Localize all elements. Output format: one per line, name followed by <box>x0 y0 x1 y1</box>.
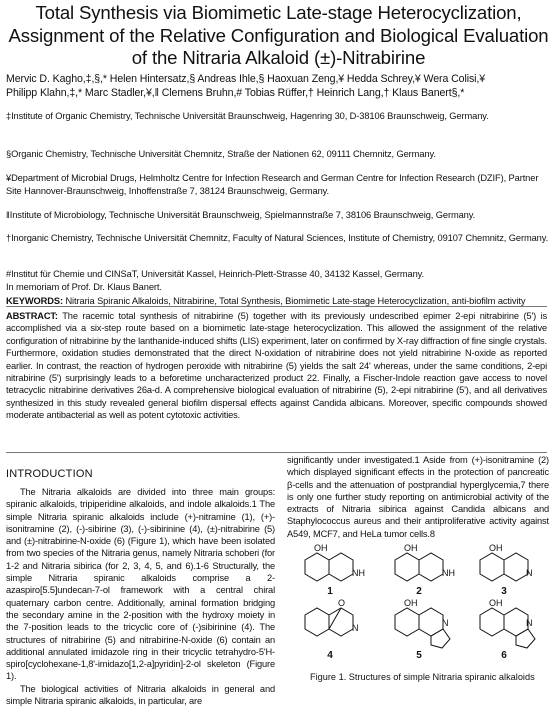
compound-label-5: 5 <box>416 650 422 661</box>
affiliation-1: ‡Institute of Organic Chemistry, Technische Universität Braunschweig, Hagenring 30, D-38106 Braunschweig, Germany. <box>6 111 489 121</box>
structure-5-imidazole <box>431 629 450 648</box>
affiliation-4: ǁInstitute of Microbiology, Technische Universität Braunschweig, Spielmannstraße 7, 38106 Braunschweig, Germany. <box>6 210 476 220</box>
figure-caption: Figure 1. Structures of simple Nitraria spiranic alkaloids <box>310 672 535 682</box>
paper-title: Total Synthesis via Biomimetic Late-stage Heterocyclization, Assignment of the Relative Configuration and Biological Evaluation of the Nitraria Alkaloid (±)-Nitrabirine <box>8 2 549 68</box>
structure-4-ring-a <box>305 608 329 636</box>
svg-text:OH: OH <box>404 598 418 608</box>
affiliation-3: ¥Department of Microbial Drugs, Helmholtz Centre for Infection Research and German Centre for Infection Research (DZIF), Partner Site Hannover-Braunschweig, Inhoffenstraße 7, 38124 Braunschweig, Germany. <box>6 173 539 196</box>
svg-text:NH: NH <box>442 568 455 578</box>
compound-label-6: 6 <box>501 650 507 661</box>
structure-6-ring-b <box>504 608 528 636</box>
svg-text:OH: OH <box>314 543 328 553</box>
svg-text:O: O <box>338 598 346 608</box>
authors-line-2: Philipp Klahn,‡,* Marc Stadler,¥,ǁ Clemens Bruhn,# Tobias Rüffer,† Heinrich Lang,† Klaus Banert§,* <box>6 87 465 99</box>
structure-2-ring-b <box>419 553 443 581</box>
structure-1-ring-a <box>305 553 329 581</box>
svg-text:OH: OH <box>404 543 418 553</box>
left-column <box>6 460 275 707</box>
structure-5-ring-b <box>419 608 443 636</box>
figure-1-structures <box>290 540 548 665</box>
section-heading: INTRODUCTION <box>6 468 93 480</box>
keywords-label: KEYWORDS: <box>6 296 63 306</box>
keywords-text: Nitraria Spiranic Alkaloids, Nitrabirine, Total Synthesis, Biomimetic Late-stage Heterocyclization, anti-biofilm activity <box>65 296 526 306</box>
structure-1-ring-b <box>329 553 353 581</box>
affiliation-5: †Inorganic Chemistry, Technische Universität Chemnitz, Faculty of Natural Sciences, Institute of Chemistry, 09107 Chemnitz, Germany. <box>6 233 549 243</box>
svg-text:N: N <box>526 618 533 628</box>
abstract <box>6 310 547 422</box>
intro-paragraph-2: The biological activities of Nitraria alkaloids in general and simple Nitraria spiranic alkaloids, in particular, are <box>6 683 275 707</box>
compound-label-4: 4 <box>327 650 333 661</box>
right-paragraph-1: significantly under investigated.1 Aside from (+)-isonitramine (2) which displayed significant effects in the protection of pancreatic β-cells and the attenuation of postprandial hyperglycemia,7 there is only one further study reporting on antimicrobial activity of the extracts of Nitraria sibirica against Candida albicans and Staphylococcus aureus and their antiproliferative activity against A549, MCF7, and HeLa tumor cells.8 <box>287 455 549 539</box>
svg-text:N: N <box>442 618 449 628</box>
abstract-divider <box>6 452 547 453</box>
compound-label-1: 1 <box>327 586 333 597</box>
section-divider <box>6 306 547 307</box>
right-column <box>287 455 549 540</box>
structure-3-ring-a <box>480 553 504 581</box>
compound-label-3: 3 <box>501 586 507 597</box>
compound-label-2: 2 <box>416 586 422 597</box>
abstract-label: ABSTRACT: <box>6 311 58 321</box>
svg-text:OH: OH <box>489 543 503 553</box>
authors-line-1: Mervic D. Kagho,‡,§,* Helen Hintersatz,§ Andreas Ihle,§ Haoxuan Zeng,¥ Hedda Schrey,¥ Wera Colisi,¥ <box>6 73 486 85</box>
in-memoriam: In memoriam of Prof. Dr. Klaus Banert. <box>6 282 162 292</box>
svg-text:OH: OH <box>489 598 503 608</box>
structure-2-ring-a <box>395 553 419 581</box>
affiliation-2: §Organic Chemistry, Technische Universität Chemnitz, Straße der Nationen 62, 09111 Chemnitz, Germany. <box>6 149 436 159</box>
abstract-text: The racemic total synthesis of nitrabirine (5) together with its previously undescribed epimer 2-epi nitrabirine (5') is accomplished via a six-step route based on a biomimetic late-stage heterocyclization. This allowed the assignment of the relative configuration of nitrabirine by the lanthanide-induced shifts (LIS) experiment, later on confirmed by X-ray diffraction of fine single crystals. Furthermore, oxidation studies demonstrated that the direct N-oxidation of nitrabirine does not yield nitrabirine N-oxide as reported earlier. In contrast, the reaction of hydrogen peroxide with nitrabirine (5) yields the salt 24' whereas, under the same conditions, 2-epi nitrabirine (5') surprisingly leads to a beforetime uncharacterized product 22. Finally, a Fischer-Indole reaction gave access to novel tetracyclic nitrabirine derivatives 26a-d. A comprehensive biological evaluation of nitrabirine (5), 2-epi nitrabirine (5'), and all derivatives synthesized in this study revealed general biofilm dispersal effects against Candida albicans. Moreover, specific compounds showed moderate antibacterial as well as potent cytotoxic activities. <box>6 311 548 421</box>
affiliation-6: #Institut für Chemie und CINSaT, Universität Kassel, Heinrich-Plett-Strasse 40, 34132 Kassel, Germany. <box>6 269 424 279</box>
structure-5-ring-a <box>395 608 419 636</box>
author-list <box>6 72 551 100</box>
structure-6-ring-a <box>480 608 504 636</box>
svg-text:N: N <box>352 623 359 633</box>
structure-6-imidazole <box>516 629 535 648</box>
svg-text:N: N <box>526 568 533 578</box>
intro-paragraph-1: The Nitraria alkaloids are divided into three main groups: spiranic alkaloids, tripiperidine alkaloids, and indole alkaloids.1 The simple Nitraria spiranic alkaloids include (+)-nitramine (1), (+)-isonitramine (2), (-)-sibirine (3), (-)-sibirinine (4), (±)-nitrabirine (5) and (±)-nitrabirine-N-oxide (6) (Figure 1), which have been isolated from two species of the Nitraria genus, namely Nitraria schoberi (for 1-2 and Nitraria sibirica (for 2, 3, 4, 5, and 6).1-6 Structurally, the simple Nitraria spiranic alkaloids comprise a 2-azaspiro[5.5]undecan-7-ol framework with a central chiral quaternary carbon centre. Additionally, aminal formation bridging the secondary amine in the 2-position with the hydroxy moiety in the 7-position leads to the tricyclic core of (-)sibirinine (4). The structures of nitrabirine (5) and nitrabirine-N-oxide (6) contain an additional annulated imidazole ring in their tricyclic tetrahydro-5'H-spiro[cyclohexane-1,8'-imidazo[1,2-a]pyridin]-2-ol skeleton (Figure 1). <box>6 487 275 682</box>
structure-3-ring-b <box>504 553 528 581</box>
svg-text:NH: NH <box>352 568 365 578</box>
